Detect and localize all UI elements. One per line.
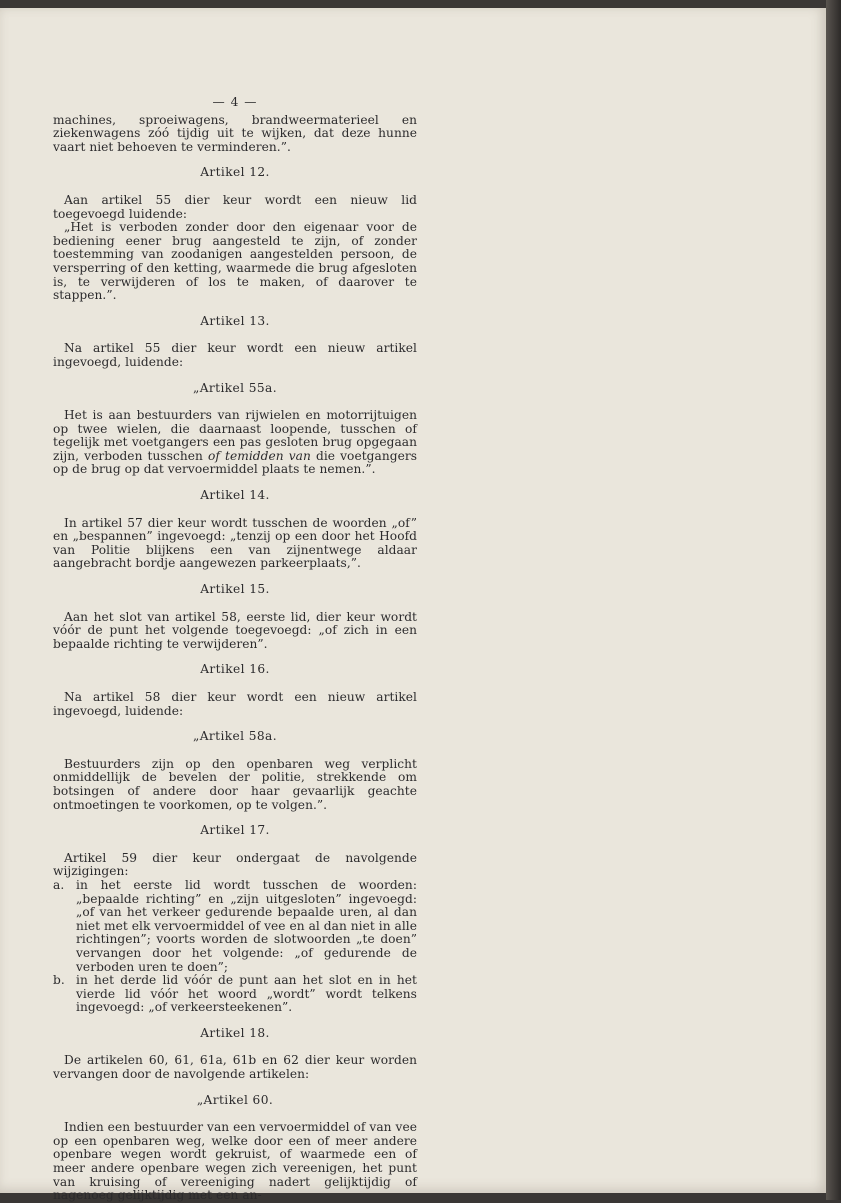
- paragraph: [53, 409, 417, 477]
- article-heading: „Artikel 58a.: [193, 729, 277, 744]
- paragraph: machines, sproeiwagens, brandweermaterieel en ziekenwagens zóó tijdig uit te wijken, dat deze hunne vaart niet behoeven te verminderen.”.: [53, 112, 417, 154]
- article-heading: Artikel 13.: [200, 313, 270, 328]
- page-number: — 4 —: [212, 95, 258, 109]
- paragraph: De artikelen 60, 61, 61a, 61b en 62 dier keur worden vervangen door de navolgende artikelen:: [53, 1053, 417, 1082]
- list-item: [53, 879, 417, 974]
- scan-edge: [826, 0, 841, 1200]
- article-heading: Artikel 14.: [200, 488, 270, 503]
- article-heading: Artikel 15.: [200, 582, 270, 597]
- paragraph: Na artikel 55 dier keur wordt een nieuw artikel ingevoegd, luidende:: [53, 341, 417, 369]
- paragraph: Indien een bestuurder van een vervoermiddel of van vee op een openbaren weg, welke door een of meer andere openbare wegen wordt gekruist, of waarmede een of meer andere openbare wegen zich vereenigen, het punt van kruising of vereeniging nadert gelijktijdig of nagenoeg gelijktijdig met een an-: [53, 1120, 417, 1203]
- paragraph: Artikel 59 dier keur ondergaat de navolgende wijzigingen:: [53, 850, 417, 879]
- list-marker: b.: [53, 973, 65, 988]
- document-page: [0, 8, 826, 1203]
- article-heading: „Artikel 55a.: [193, 380, 277, 395]
- article-heading: „Artikel 60.: [196, 1092, 274, 1107]
- paragraph: „Het is verboden zonder door den eigenaar voor de bediening eener brug aangesteld te zijn, of zonder toestemming van zoodanigen aangestelden persoon, de versperring of den ketting, waarmede die brug afgesloten is, te verwijderen of los te maken, of daarover te stappen.”.: [53, 220, 417, 303]
- list-marker: a.: [53, 877, 65, 892]
- page-text: [53, 96, 417, 1203]
- list-item: [53, 974, 417, 1015]
- paragraph: Na artikel 58 dier keur wordt een nieuw artikel ingevoegd, luidende:: [53, 690, 417, 718]
- paragraph: Bestuurders zijn op den openbaren weg verplicht onmiddellijk de bevelen der politie, strekkende om botsingen of andere door haar gevaarlijk geachte ontmoetingen te voorkomen, op te volgen.”.: [53, 756, 417, 812]
- article-heading: Artikel 16.: [200, 662, 270, 677]
- list-item-text: in het derde lid vóór de punt aan het slot en in het vierde lid vóór het woord „wordt” wordt telkens ingevoegd: „of verkeersteekenen”.: [76, 973, 417, 1015]
- paragraph: Aan artikel 55 dier keur wordt een nieuw lid toegevoegd luidende:: [53, 192, 417, 221]
- paragraph: Aan het slot van artikel 58, eerste lid, dier keur wordt vóór de punt het volgende toegevoegd: „of zich in een bepaalde richting te verwijderen”.: [53, 609, 417, 651]
- list-item-text: in het eerste lid wordt tusschen de woorden: „bepaalde richting” en „zijn uitgesloten” ingevoegd: „of van het verkeer gedurende bepaalde uren, al dan niet met elk vervoermiddel of vee en al dan niet in alle richtingen”; voorts worden de slotwoorden „te doen” vervangen door het volgende: „of gedurende de verboden uren te doen”;: [76, 877, 417, 974]
- paragraph: In artikel 57 dier keur wordt tusschen de woorden „of” en „bespannen” ingevoegd: „tenzij op een door het Hoofd van Politie blijkens een van zijnentwege aldaar aangebracht bordje aangewezen parkeerplaats,”.: [53, 515, 417, 571]
- paragraph-text: Het is aan bestuurders van rijwielen en motorrijtuigen op twee wielen, die daarnaast loopende, tusschen of tegelijk met voetgangers een pas gesloten brug opgegaan zijn, verboden tusschen: [53, 408, 417, 463]
- paragraph-text: die voetgangers op de brug op dat vervoermiddel plaats te nemen.”.: [53, 448, 418, 477]
- article-heading: Artikel 12.: [200, 165, 270, 180]
- emphasis-text: of temidden van: [208, 448, 311, 463]
- article-heading: Artikel 18.: [200, 1025, 270, 1040]
- article-heading: Artikel 17.: [200, 823, 270, 838]
